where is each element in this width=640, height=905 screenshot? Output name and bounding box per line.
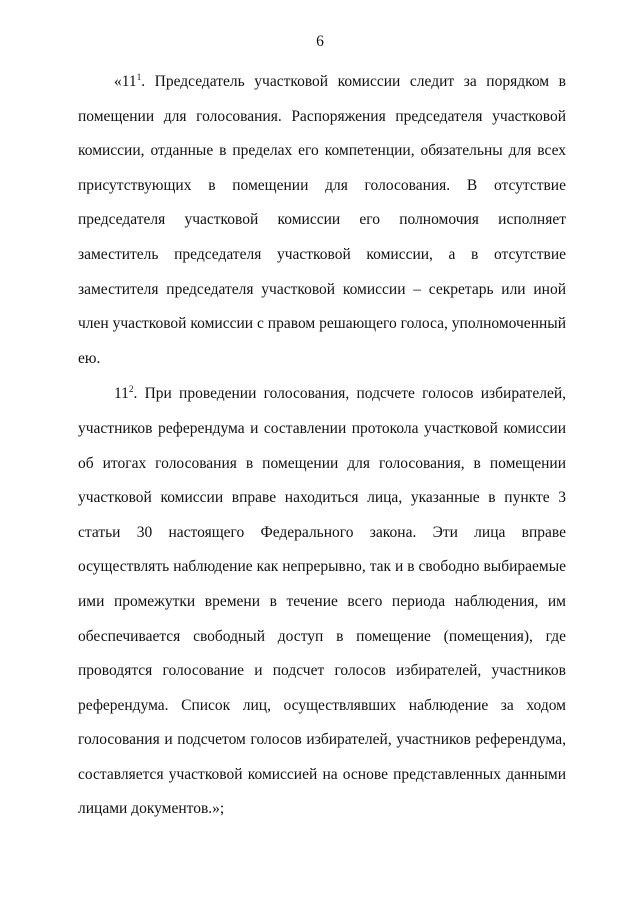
paragraph-11-2-text: . При проведении голосования, подсчете голосов избирателей, участников референдума и составлении протокола участковой комиссии об итогах голосования в помещении для голосования, в помещении участковой комиссии вправе находиться лица, указанные в пункте 3 статьи 30 настоящего Федерального закона. Эти лица вправе осуществлять наблюдение как непрерывно, так и в свободно выбираемые ими промежутки времени в течение всего периода наблюдения, им обеспечивается свободный доступ в помещение (помещения), где проводятся голосование и подсчет голосов избирателей, участников референдума. Список лиц, осуществлявших наблюдение за ходом голосования и подсчетом голосов избирателей, участников референдума, составляется участковой комиссией на основе представленных данными лицами документов.»; bbox=[78, 385, 566, 818]
document-body bbox=[78, 65, 566, 827]
paragraph-11-1 bbox=[78, 65, 566, 376]
page-number: 6 bbox=[316, 33, 324, 50]
paragraph-11-2 bbox=[78, 377, 566, 827]
paragraph-11-2-number: 11 bbox=[114, 385, 129, 403]
paragraph-11-2-superscript: 2 bbox=[128, 384, 134, 395]
paragraph-11-1-text: . Председатель участковой комиссии следит за порядком в помещении для голосования. Распоряжения председателя участковой комиссии, отданные в пределах его компетенции, обязательны для всех присутствующих в помещении для голосования. В отсутствие председателя участковой комиссии его полномочия исполняет заместитель председателя участковой комиссии, а в отсутствие заместителя председателя участковой комиссии – секретарь или иной член участковой комиссии с правом решающего голоса, уполномоченный ею. bbox=[78, 73, 566, 367]
paragraph-11-1-number: «11 bbox=[114, 73, 137, 90]
paragraph-11-1-superscript: 1 bbox=[136, 72, 142, 82]
